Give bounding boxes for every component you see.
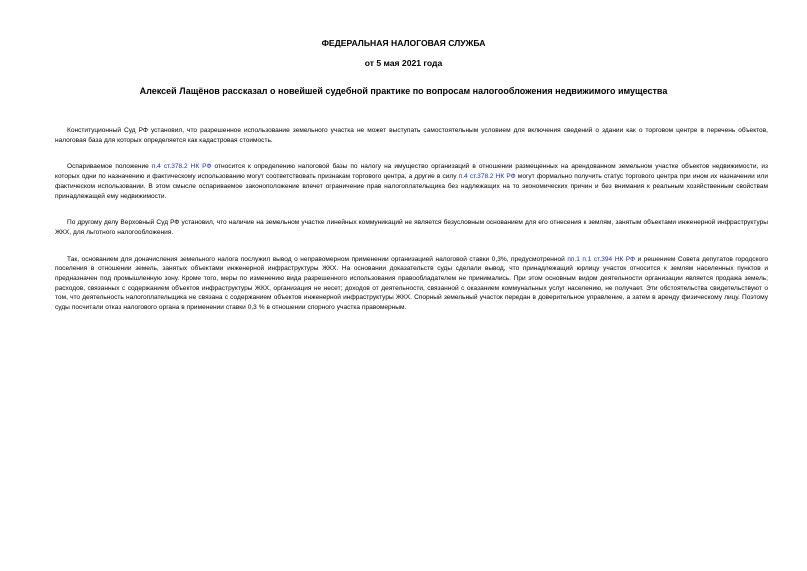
paragraph-2-text-1: Оспариваемое положение [67,163,152,171]
law-link-pp1-p1-art394[interactable]: пп.1 п.1 ст.394 НК РФ [567,255,636,263]
law-link-p4-art378-2-second[interactable]: п.4 ст.378.2 НК РФ [458,173,516,181]
document-body [55,126,768,330]
law-link-p4-art378-2[interactable]: п.4 ст.378.2 НК РФ [151,163,212,171]
document-date: от 5 мая 2021 года [364,58,443,68]
paragraph-1: Конституционный Суд РФ установил, что разрешенное использование земельного участка не может выступать самостоятельным условием для включения сведений о здании как о торговом центре в перечень объектов, налоговая база для которых определяется как кадастровая стоимость. [55,127,768,144]
paragraph-4-text-2: и решением Совета депутатов городского поселения в отношении земель, занятых объектами инженерной инфраструктуры ЖКХ. На основании доказательств суды сделали вывод, что принадлежащий юрлицу участок относится к землям населенных пунктов и предназначен под промышленную зону. Кроме того, меры по изменению вида разрешенного использования правообладателем не принимались. При этом основным видом деятельности организации является продажа земель; расходов, связанных с содержанием объектов инфраструктуры ЖКХ, организация не несет; доходов от деятельности, связанной с оказанием коммунальных услуг населению, не получает. Эти обстоятельства свидетельствуют о том, что деятельность налогоплательщика не связана с содержанием объектов инженерной инфраструктуры ЖКХ. Спорный земельный участок передан в доверительное управление, а затем в аренду физическому лицу. Поэтому суды посчитали отказ налогового органа в применении ставки 0,3 % в отношении спорного участка правомерным. [55,255,768,312]
document-title: Алексей Лащёнов рассказал о новейшей судебной практике по вопросам налогообложения недвижимого имущества [139,86,668,96]
paragraph-2-text-3: могут формально получить статус торгового центра при ином их назначении или фактическом использовании. В этом смысле оспариваемое законоположение влечет ограничение прав налогоплательщика без надлежащих на то экономических причин и без внимания к реальным хозяйственным свойствам принадлежащей ему недвижимости. [55,173,769,200]
paragraph-3: По другому делу Верховный Суд РФ установил, что наличие на земельном участке линейных коммуникаций не является безусловным основанием для его отнесения к землям, занятым объектами инженерной инфраструктуры ЖКХ, для льготного налогообложения. [55,219,768,236]
paragraph-2 [55,162,768,201]
organization-heading: ФЕДЕРАЛЬНАЯ НАЛОГОВАЯ СЛУЖБА [321,38,486,48]
paragraph-4 [55,255,768,313]
paragraph-2-text-2: относится к определению налоговой базы по налогу на имущество организаций в отношении размещенных на арендованном земельном участке объектов недвижимости, из которых одни по назначению и фактическому использованию могут соответствовать признакам торгового центра, а другие в силу [55,163,768,181]
paragraph-4-text-1: Так, основанием для доначисления земельного налога послужил вывод о неправомерном применении организацией налоговой ставки 0,3%, предусмотренной [67,255,568,263]
